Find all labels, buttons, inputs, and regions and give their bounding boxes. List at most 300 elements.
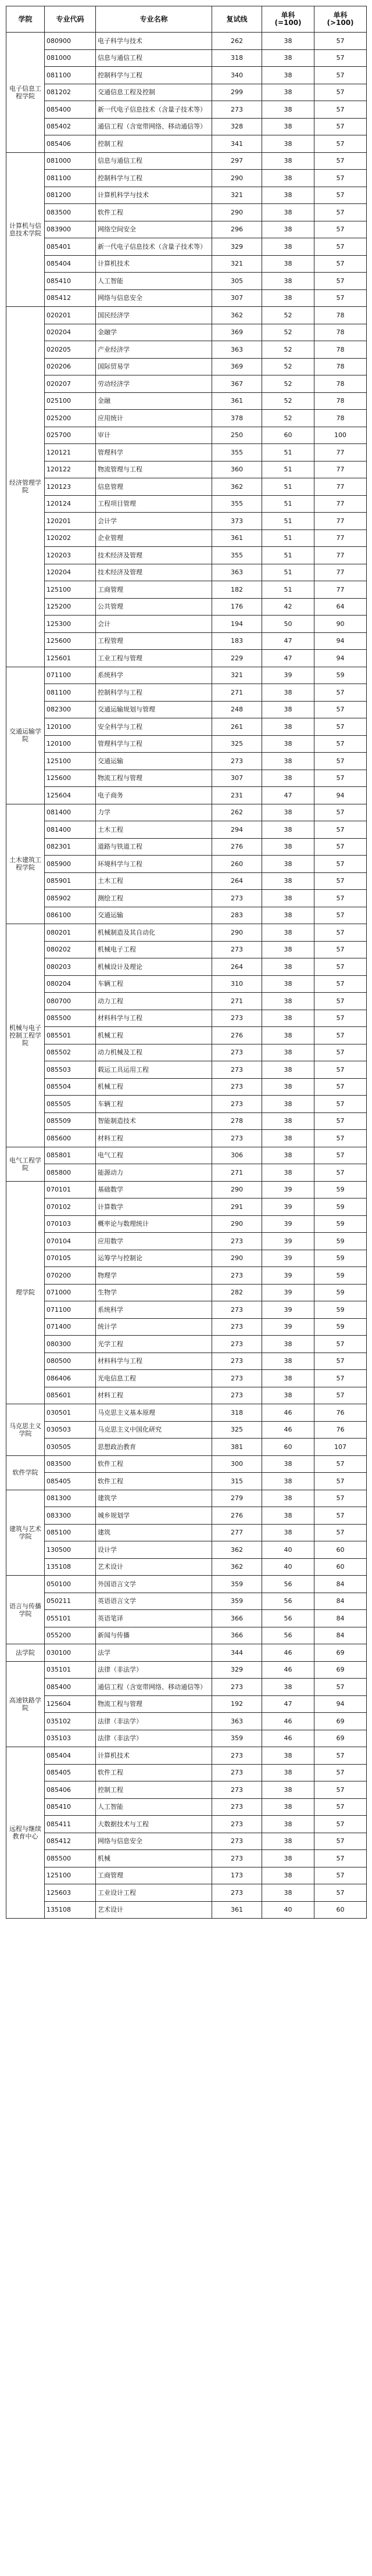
single-over-100-cell: 57 xyxy=(314,1387,367,1404)
major-cell: 网络空间安全 xyxy=(96,221,212,238)
retest-cell: 318 xyxy=(212,1404,262,1422)
single-over-100-cell: 57 xyxy=(314,1010,367,1027)
single-over-100-cell: 59 xyxy=(314,1198,367,1216)
code-cell: 085404 xyxy=(45,1747,96,1765)
code-cell: 120124 xyxy=(45,495,96,513)
table-row xyxy=(6,1473,367,1490)
table-row xyxy=(6,84,367,101)
code-cell: 081400 xyxy=(45,804,96,821)
single-over-100-cell: 57 xyxy=(314,890,367,907)
retest-cell: 276 xyxy=(212,838,262,856)
table-row xyxy=(6,324,367,341)
retest-cell: 362 xyxy=(212,1558,262,1576)
major-cell: 机械 xyxy=(96,1850,212,1867)
major-cell: 材料工程 xyxy=(96,1387,212,1404)
major-cell: 机械电子工程 xyxy=(96,941,212,958)
table-row xyxy=(6,1781,367,1799)
retest-cell: 273 xyxy=(212,1679,262,1696)
code-cell: 025200 xyxy=(45,410,96,427)
code-cell: 085503 xyxy=(45,1061,96,1079)
major-cell: 建筑 xyxy=(96,1524,212,1541)
single-over-100-cell: 69 xyxy=(314,1713,367,1730)
header-single-100: 单科 (=100) xyxy=(262,6,314,33)
table-row xyxy=(6,1713,367,1730)
major-cell: 技术经济及管理 xyxy=(96,564,212,581)
retest-cell: 273 xyxy=(212,753,262,770)
single-100-cell: 39 xyxy=(262,1267,314,1285)
code-cell: 120201 xyxy=(45,513,96,530)
code-cell: 071400 xyxy=(45,1318,96,1336)
major-cell: 工商管理 xyxy=(96,1867,212,1884)
major-cell: 计算机科学与技术 xyxy=(96,187,212,204)
major-cell: 法律（非法学） xyxy=(96,1713,212,1730)
major-cell: 计算机技术 xyxy=(96,255,212,273)
single-100-cell: 38 xyxy=(262,1747,314,1765)
code-cell: 125604 xyxy=(45,787,96,804)
code-cell: 080203 xyxy=(45,958,96,976)
retest-cell: 367 xyxy=(212,375,262,393)
retest-cell: 366 xyxy=(212,1610,262,1627)
major-cell: 智能制造技术 xyxy=(96,1112,212,1130)
single-over-100-cell: 78 xyxy=(314,392,367,410)
table-row xyxy=(6,33,367,50)
code-cell: 083900 xyxy=(45,221,96,238)
single-over-100-cell: 57 xyxy=(314,821,367,839)
single-over-100-cell: 59 xyxy=(314,667,367,684)
single-100-cell: 56 xyxy=(262,1576,314,1593)
single-over-100-cell: 69 xyxy=(314,1730,367,1747)
single-100-cell: 38 xyxy=(262,1130,314,1147)
major-cell: 电子商务 xyxy=(96,787,212,804)
single-over-100-cell: 60 xyxy=(314,1558,367,1576)
single-100-cell: 38 xyxy=(262,1061,314,1079)
single-100-cell: 38 xyxy=(262,238,314,256)
code-cell: 081100 xyxy=(45,170,96,187)
single-over-100-cell: 57 xyxy=(314,1130,367,1147)
table-row xyxy=(6,667,367,684)
retest-cell: 361 xyxy=(212,529,262,547)
single-over-100-cell: 57 xyxy=(314,1850,367,1867)
college-cell: 电子信息工程学院 xyxy=(6,33,45,153)
single-100-cell: 38 xyxy=(262,1490,314,1507)
table-row xyxy=(6,1679,367,1696)
single-over-100-cell: 57 xyxy=(314,1078,367,1096)
table-row xyxy=(6,187,367,204)
single-100-cell: 38 xyxy=(262,1164,314,1182)
single-over-100-cell: 57 xyxy=(314,118,367,135)
major-cell: 法学 xyxy=(96,1644,212,1662)
table-row xyxy=(6,1181,367,1198)
single-over-100-cell: 57 xyxy=(314,135,367,153)
single-over-100-cell: 57 xyxy=(314,1867,367,1884)
major-cell: 控制工程 xyxy=(96,135,212,153)
major-cell: 系统科学 xyxy=(96,1301,212,1319)
major-cell: 系统科学 xyxy=(96,667,212,684)
major-cell: 载运工具运用工程 xyxy=(96,1061,212,1079)
table-row xyxy=(6,1867,367,1884)
retest-cell: 300 xyxy=(212,1455,262,1473)
major-cell: 外国语言文学 xyxy=(96,1576,212,1593)
single-over-100-cell: 78 xyxy=(314,358,367,375)
code-cell: 085406 xyxy=(45,135,96,153)
single-over-100-cell: 57 xyxy=(314,1473,367,1490)
single-over-100-cell: 57 xyxy=(314,170,367,187)
major-cell: 信息管理 xyxy=(96,478,212,496)
single-100-cell: 47 xyxy=(262,1695,314,1713)
single-100-cell: 38 xyxy=(262,872,314,890)
single-100-cell: 38 xyxy=(262,1078,314,1096)
table-row xyxy=(6,1215,367,1233)
code-cell: 130500 xyxy=(45,1541,96,1559)
table-row xyxy=(6,307,367,324)
single-over-100-cell: 57 xyxy=(314,753,367,770)
retest-cell: 273 xyxy=(212,1370,262,1387)
table-row xyxy=(6,598,367,616)
single-100-cell: 38 xyxy=(262,289,314,307)
retest-cell: 315 xyxy=(212,1473,262,1490)
major-cell: 软件工程 xyxy=(96,1473,212,1490)
college-cell: 理学院 xyxy=(6,1181,45,1404)
single-100-cell: 51 xyxy=(262,461,314,478)
table-row xyxy=(6,1644,367,1662)
single-over-100-cell: 57 xyxy=(314,718,367,736)
major-cell: 机械工程 xyxy=(96,1078,212,1096)
table-row xyxy=(6,1850,367,1867)
table-row xyxy=(6,1250,367,1267)
major-cell: 工程管理 xyxy=(96,632,212,650)
code-cell: 120121 xyxy=(45,444,96,461)
header-retest: 复试线 xyxy=(212,6,262,33)
table-row xyxy=(6,135,367,153)
single-over-100-cell: 77 xyxy=(314,513,367,530)
single-100-cell: 39 xyxy=(262,1284,314,1301)
single-over-100-cell: 69 xyxy=(314,1661,367,1679)
code-cell: 020204 xyxy=(45,324,96,341)
single-100-cell: 38 xyxy=(262,1884,314,1902)
code-cell: 071100 xyxy=(45,667,96,684)
retest-cell: 273 xyxy=(212,1044,262,1061)
table-row xyxy=(6,1336,367,1353)
code-cell: 030100 xyxy=(45,1644,96,1662)
code-cell: 085411 xyxy=(45,1816,96,1833)
single-100-cell: 52 xyxy=(262,307,314,324)
code-cell: 081100 xyxy=(45,684,96,702)
table-row xyxy=(6,1044,367,1061)
retest-cell: 273 xyxy=(212,1078,262,1096)
retest-cell: 273 xyxy=(212,1318,262,1336)
single-100-cell: 52 xyxy=(262,410,314,427)
code-cell: 125600 xyxy=(45,770,96,787)
single-over-100-cell: 57 xyxy=(314,1164,367,1182)
single-over-100-cell: 57 xyxy=(314,872,367,890)
retest-cell: 273 xyxy=(212,1061,262,1079)
table-row xyxy=(6,410,367,427)
major-cell: 通信工程（含宽带网络、移动通信等） xyxy=(96,1679,212,1696)
retest-cell: 359 xyxy=(212,1576,262,1593)
code-cell: 085801 xyxy=(45,1147,96,1164)
retest-cell: 325 xyxy=(212,735,262,753)
table-row xyxy=(6,650,367,667)
major-cell: 新闻与传播 xyxy=(96,1627,212,1644)
single-100-cell: 40 xyxy=(262,1541,314,1559)
major-cell: 车辆工程 xyxy=(96,1096,212,1113)
single-over-100-cell: 90 xyxy=(314,616,367,633)
code-cell: 083300 xyxy=(45,1507,96,1525)
single-over-100-cell: 57 xyxy=(314,804,367,821)
retest-cell: 273 xyxy=(212,1816,262,1833)
major-cell: 法律（非法学） xyxy=(96,1661,212,1679)
retest-cell: 321 xyxy=(212,667,262,684)
single-over-100-cell: 94 xyxy=(314,787,367,804)
retest-cell: 273 xyxy=(212,1336,262,1353)
major-cell: 材料科学与工程 xyxy=(96,1353,212,1370)
college-cell: 计算机与信息技术学院 xyxy=(6,152,45,307)
retest-cell: 273 xyxy=(212,1267,262,1285)
table-row xyxy=(6,1695,367,1713)
code-cell: 055200 xyxy=(45,1627,96,1644)
retest-cell: 273 xyxy=(212,1387,262,1404)
table-row xyxy=(6,1764,367,1781)
major-cell: 马克思主义中国化研究 xyxy=(96,1421,212,1439)
table-row xyxy=(6,838,367,856)
table-row xyxy=(6,1284,367,1301)
single-over-100-cell: 57 xyxy=(314,1490,367,1507)
code-cell: 085412 xyxy=(45,289,96,307)
single-100-cell: 38 xyxy=(262,1147,314,1164)
single-over-100-cell: 59 xyxy=(314,1284,367,1301)
retest-cell: 273 xyxy=(212,1130,262,1147)
single-over-100-cell: 94 xyxy=(314,650,367,667)
single-over-100-cell: 57 xyxy=(314,255,367,273)
retest-cell: 273 xyxy=(212,1798,262,1816)
retest-cell: 373 xyxy=(212,513,262,530)
major-cell: 人工智能 xyxy=(96,273,212,290)
table-row xyxy=(6,513,367,530)
code-cell: 035103 xyxy=(45,1730,96,1747)
single-100-cell: 38 xyxy=(262,684,314,702)
major-cell: 法律（非法学） xyxy=(96,1730,212,1747)
single-100-cell: 46 xyxy=(262,1421,314,1439)
retest-cell: 296 xyxy=(212,221,262,238)
single-over-100-cell: 57 xyxy=(314,838,367,856)
single-100-cell: 38 xyxy=(262,118,314,135)
retest-cell: 290 xyxy=(212,170,262,187)
code-cell: 125603 xyxy=(45,1884,96,1902)
single-100-cell: 39 xyxy=(262,1233,314,1250)
retest-cell: 183 xyxy=(212,632,262,650)
code-cell: 020205 xyxy=(45,341,96,359)
code-cell: 035101 xyxy=(45,1661,96,1679)
single-over-100-cell: 57 xyxy=(314,856,367,873)
major-cell: 管理科学与工程 xyxy=(96,735,212,753)
retest-cell: 276 xyxy=(212,1027,262,1044)
single-over-100-cell: 69 xyxy=(314,1644,367,1662)
table-row xyxy=(6,1747,367,1765)
single-over-100-cell: 57 xyxy=(314,735,367,753)
college-cell: 马克思主义学院 xyxy=(6,1404,45,1456)
single-100-cell: 52 xyxy=(262,324,314,341)
table-row xyxy=(6,221,367,238)
retest-cell: 328 xyxy=(212,118,262,135)
code-cell: 085406 xyxy=(45,1781,96,1799)
major-cell: 光电信息工程 xyxy=(96,1370,212,1387)
retest-cell: 378 xyxy=(212,410,262,427)
single-100-cell: 38 xyxy=(262,1781,314,1799)
code-cell: 085404 xyxy=(45,255,96,273)
single-100-cell: 52 xyxy=(262,392,314,410)
single-over-100-cell: 57 xyxy=(314,204,367,221)
table-row xyxy=(6,1901,367,1919)
college-cell: 高速铁路学院 xyxy=(6,1661,45,1747)
single-100-cell: 38 xyxy=(262,33,314,50)
single-over-100-cell: 64 xyxy=(314,598,367,616)
single-100-cell: 38 xyxy=(262,1096,314,1113)
retest-cell: 273 xyxy=(212,1353,262,1370)
major-cell: 网络与信息安全 xyxy=(96,289,212,307)
single-over-100-cell: 77 xyxy=(314,478,367,496)
code-cell: 083500 xyxy=(45,204,96,221)
single-100-cell: 51 xyxy=(262,478,314,496)
table-row xyxy=(6,341,367,359)
single-100-cell: 51 xyxy=(262,547,314,564)
single-100-cell: 38 xyxy=(262,1044,314,1061)
single-over-100-cell: 84 xyxy=(314,1627,367,1644)
single-100-cell: 38 xyxy=(262,924,314,942)
table-row xyxy=(6,993,367,1010)
major-cell: 软件工程 xyxy=(96,204,212,221)
retest-cell: 260 xyxy=(212,856,262,873)
retest-cell: 273 xyxy=(212,1747,262,1765)
code-cell: 085405 xyxy=(45,1473,96,1490)
code-cell: 050211 xyxy=(45,1593,96,1610)
code-cell: 135108 xyxy=(45,1558,96,1576)
table-row xyxy=(6,1558,367,1576)
code-cell: 085412 xyxy=(45,1833,96,1850)
single-over-100-cell: 57 xyxy=(314,101,367,119)
single-over-100-cell: 57 xyxy=(314,907,367,924)
single-100-cell: 46 xyxy=(262,1404,314,1422)
code-cell: 085410 xyxy=(45,273,96,290)
code-cell: 085504 xyxy=(45,1078,96,1096)
table-row xyxy=(6,1010,367,1027)
retest-cell: 362 xyxy=(212,478,262,496)
single-over-100-cell: 59 xyxy=(314,1215,367,1233)
single-100-cell: 52 xyxy=(262,341,314,359)
table-row xyxy=(6,1627,367,1644)
table-row xyxy=(6,1233,367,1250)
table-row xyxy=(6,529,367,547)
table-row xyxy=(6,547,367,564)
table-row xyxy=(6,170,367,187)
single-over-100-cell: 57 xyxy=(314,1147,367,1164)
retest-cell: 273 xyxy=(212,1233,262,1250)
code-cell: 085800 xyxy=(45,1164,96,1182)
retest-cell: 261 xyxy=(212,718,262,736)
single-100-cell: 39 xyxy=(262,1198,314,1216)
retest-cell: 283 xyxy=(212,907,262,924)
major-cell: 企业管理 xyxy=(96,529,212,547)
retest-cell: 363 xyxy=(212,341,262,359)
single-100-cell: 51 xyxy=(262,495,314,513)
table-row xyxy=(6,1816,367,1833)
retest-cell: 355 xyxy=(212,495,262,513)
retest-cell: 273 xyxy=(212,941,262,958)
single-100-cell: 38 xyxy=(262,1833,314,1850)
code-cell: 085502 xyxy=(45,1044,96,1061)
retest-cell: 362 xyxy=(212,1541,262,1559)
code-cell: 070104 xyxy=(45,1233,96,1250)
single-100-cell: 38 xyxy=(262,255,314,273)
single-over-100-cell: 57 xyxy=(314,684,367,702)
major-cell: 能源动力 xyxy=(96,1164,212,1182)
retest-cell: 344 xyxy=(212,1644,262,1662)
table-row xyxy=(6,1833,367,1850)
major-cell: 信息与通信工程 xyxy=(96,49,212,67)
retest-cell: 277 xyxy=(212,1524,262,1541)
table-row xyxy=(6,821,367,839)
retest-cell: 340 xyxy=(212,67,262,84)
retest-cell: 194 xyxy=(212,616,262,633)
single-100-cell: 56 xyxy=(262,1593,314,1610)
code-cell: 081200 xyxy=(45,187,96,204)
single-over-100-cell: 57 xyxy=(314,941,367,958)
code-cell: 085501 xyxy=(45,1027,96,1044)
major-cell: 设计学 xyxy=(96,1541,212,1559)
code-cell: 080700 xyxy=(45,993,96,1010)
retest-cell: 273 xyxy=(212,1764,262,1781)
table-row xyxy=(6,1198,367,1216)
table-row xyxy=(6,1318,367,1336)
retest-cell: 290 xyxy=(212,1181,262,1198)
table-row xyxy=(6,461,367,478)
retest-cell: 273 xyxy=(212,1833,262,1850)
single-100-cell: 38 xyxy=(262,1353,314,1370)
major-cell: 道路与铁道工程 xyxy=(96,838,212,856)
retest-cell: 291 xyxy=(212,1198,262,1216)
single-100-cell: 38 xyxy=(262,1336,314,1353)
major-cell: 思想政治教育 xyxy=(96,1439,212,1456)
major-cell: 人工智能 xyxy=(96,1798,212,1816)
table-row xyxy=(6,770,367,787)
single-over-100-cell: 57 xyxy=(314,49,367,67)
single-100-cell: 38 xyxy=(262,1455,314,1473)
code-cell: 086406 xyxy=(45,1370,96,1387)
single-100-cell: 38 xyxy=(262,1507,314,1525)
retest-cell: 278 xyxy=(212,1112,262,1130)
major-cell: 工程项目管理 xyxy=(96,495,212,513)
major-cell: 软件工程 xyxy=(96,1764,212,1781)
major-cell: 工业工程与管理 xyxy=(96,650,212,667)
code-cell: 085505 xyxy=(45,1096,96,1113)
code-cell: 086100 xyxy=(45,907,96,924)
major-cell: 生物学 xyxy=(96,1284,212,1301)
major-cell: 通信工程（含宽带网络、移动通信等） xyxy=(96,118,212,135)
single-over-100-cell: 77 xyxy=(314,461,367,478)
code-cell: 085401 xyxy=(45,238,96,256)
retest-cell: 355 xyxy=(212,444,262,461)
retest-cell: 273 xyxy=(212,1010,262,1027)
retest-cell: 262 xyxy=(212,804,262,821)
single-100-cell: 52 xyxy=(262,375,314,393)
single-over-100-cell: 57 xyxy=(314,1524,367,1541)
single-100-cell: 39 xyxy=(262,1181,314,1198)
major-cell: 产业经济学 xyxy=(96,341,212,359)
major-cell: 软件工程 xyxy=(96,1455,212,1473)
table-row xyxy=(6,735,367,753)
single-over-100-cell: 100 xyxy=(314,427,367,444)
single-100-cell: 47 xyxy=(262,632,314,650)
code-cell: 080202 xyxy=(45,941,96,958)
